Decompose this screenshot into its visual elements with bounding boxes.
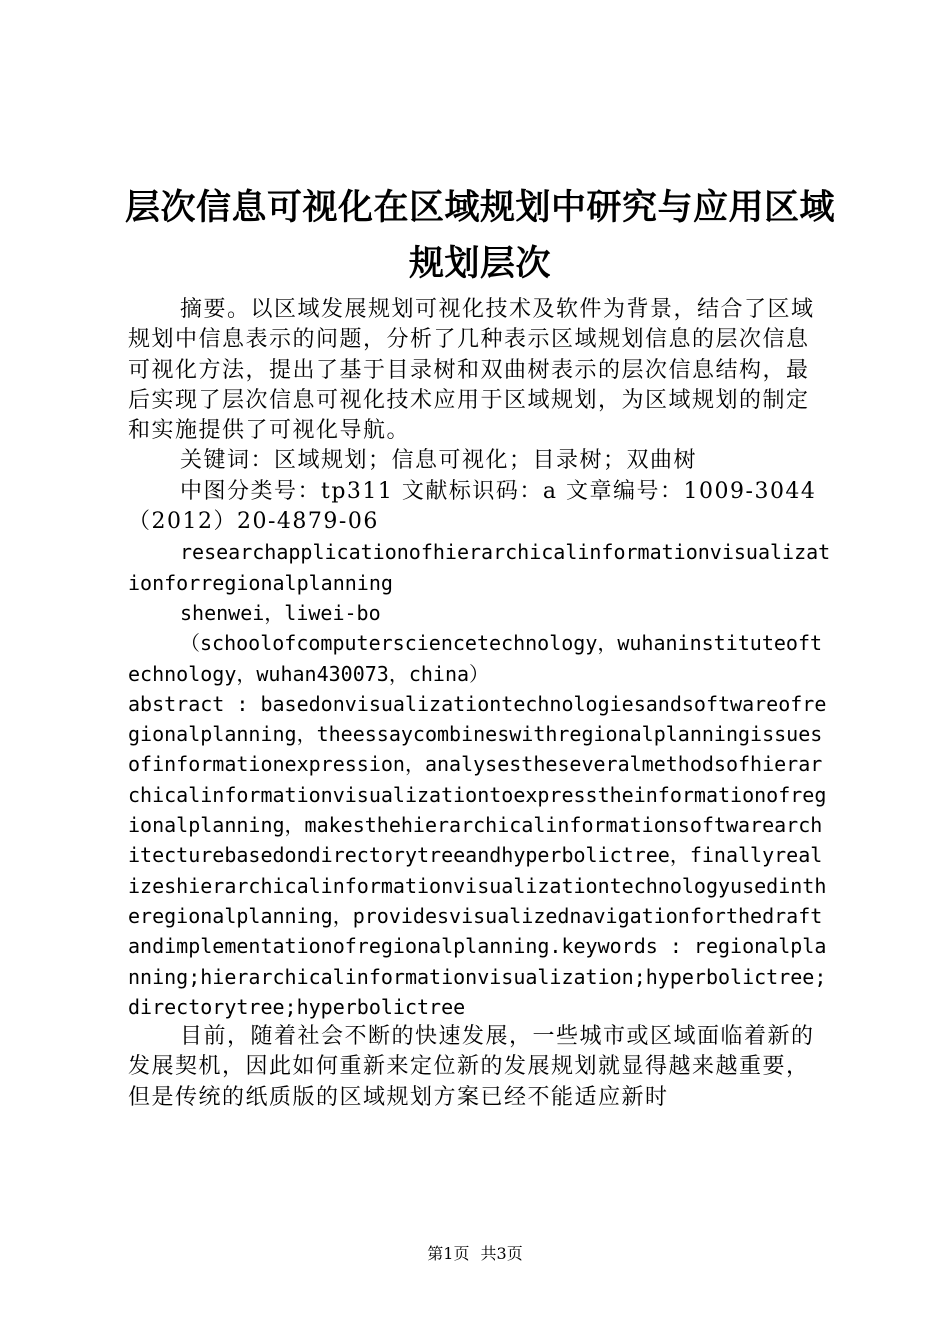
body-intro-paragraph: 目前，随着社会不断的快速发展，一些城市或区域面临着新的发展契机，因此如何重新来定位新的发展规划就显得越来越重要，但是传统的纸质版的区域规划方案已经不能适应新时 — [128, 1024, 815, 1110]
english-affiliation: （schoolofcomputersciencetechnology，wuhaninstituteoftechnology，wuhan430073，china） — [128, 631, 823, 686]
document-title: 层次信息可视化在区域规划中研究与应用区域规划层次 — [124, 188, 835, 284]
document-body — [128, 295, 832, 1113]
page-number-total: 共3页 — [480, 1244, 523, 1263]
english-authors: shenwei，liwei-bo — [180, 600, 381, 625]
page-number-current: 第1页 — [427, 1244, 470, 1263]
english-abstract: abstract : basedonvisualizationtechnologiesandsoftwareofregionalplanning，theessaycombineswithregionalplanningissuesofinformationexpression，analysestheseveralmethodsofhierarchicalinformationvisualizationtoexpresstheinformationofregionalplanning，makesthehierarchicalinformationsoftwarearchitecturebasedondirectorytreeandhyperbolictree，finallyrealizeshierarchicalinformationvisualizationtechnologyusedintheregionalplanning，providesvisualizednavigationforthedraftandimplementationofregionalplanning.keywords : regionalplanning;hierarchicalinformationvisualization;hyperbolictree;directorytree;hyperbolictree — [128, 691, 827, 1019]
keywords-cn: 关键词：区域规划；信息可视化；目录树；双曲树 — [180, 448, 698, 474]
english-title: researchapplicationofhierarchicalinformationvisualizationforregionalplanning — [128, 540, 831, 595]
page-footer — [0, 1244, 950, 1264]
abstract-cn: 摘要。以区域发展规划可视化技术及软件为背景，结合了区域规划中信息表示的问题，分析了几种表示区域规划信息的层次信息可视化方法，提出了基于目录树和双曲树表示的层次信息结构，最后实现了层次信息可视化技术应用于区域规划，为区域规划的制定和实施提供了可视化导航。 — [128, 297, 815, 444]
classification-line: 中图分类号：tp311 文献标识码：a 文章编号：1009-3044（2012）20-4879-06 — [128, 478, 817, 535]
